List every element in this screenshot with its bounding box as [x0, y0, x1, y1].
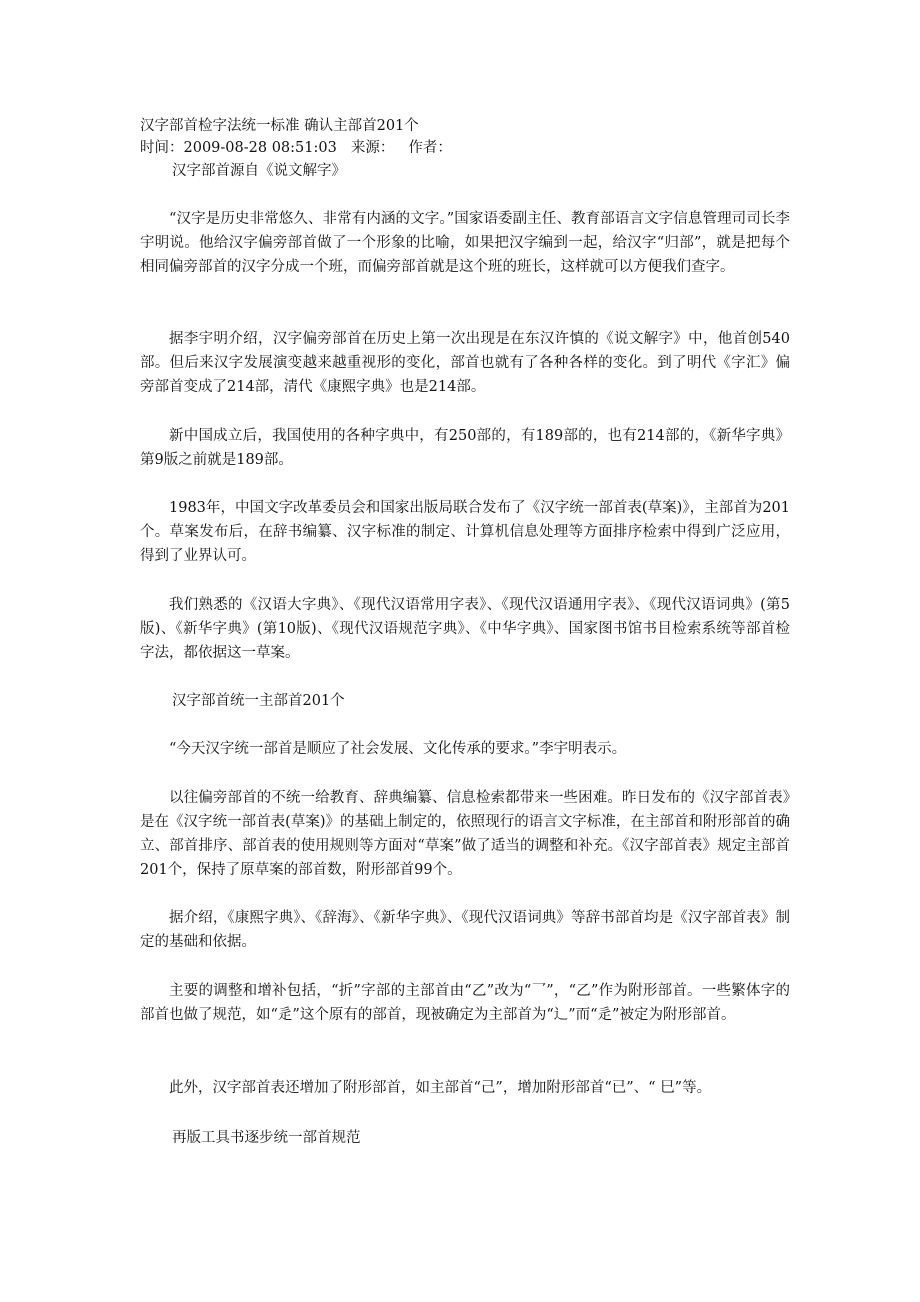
paragraph: “汉字是历史非常悠久、非常有内涵的文字。”国家语委副主任、教育部语言文字信息管理司司长李宇明说。他给汉字偏旁部首做了一个形象的比喻，如果把汉字编到一起，给汉字“归部”，就是把每个相同偏旁部首的汉字分成一个班，而偏旁部首就是这个班的班长，这样就可以方便我们查字。: [140, 211, 790, 275]
paragraph: 新中国成立后，我国使用的各种字典中，有250部的，有189部的，也有214部的，《新华字典》第9版之前就是189部。: [140, 428, 790, 468]
article-meta: [140, 139, 452, 157]
paragraph: 我们熟悉的《汉语大字典》、《现代汉语常用字表》、《现代汉语通用字表》、《现代汉语词典》(第5版)、《新华字典》(第10版)、《现代汉语规范字典》、《中华字典》、国家图书馆书目检索系统等部首检字法，都依据这一草案。: [140, 597, 790, 661]
paragraph: 1983年，中国文字改革委员会和国家出版局联合发布了《汉字统一部首表(草案)》，主部首为201个。草案发布后，在辞书编纂、汉字标准的制定、计算机信息处理等方面排序检索中得到广泛应用，得到了业界认可。: [140, 500, 790, 564]
section-heading-origin: 汉字部首源自《说文解字》: [172, 163, 346, 179]
paragraph: 据李宇明介绍，汉字偏旁部首在历史上第一次出现是在东汉许慎的《说文解字》中，他首创540部。但后来汉字发展演变越来越重视形的变化，部首也就有了各种各样的变化。到了明代《字汇》偏旁部首变成了214部，清代《康熙字典》也是214部。: [140, 331, 790, 395]
source-label: 来源：: [350, 140, 395, 156]
paragraph: 据介绍，《康熙字典》、《辞海》、《新华字典》、《现代汉语词典》等辞书部首均是《汉字部首表》制定的基础和依据。: [140, 910, 790, 950]
article-title: 汉字部首检字法统一标准 确认主部首201个: [140, 118, 419, 134]
paragraph: 主要的调整和增补包括，“折”字部的主部首由“乙”改为“乛”，“乙”作为附形部首。一些繁体字的部首也做了规范，如“辵”这个原有的部首，现被确定为主部首为“辶”而“辵”被定为附形部首。: [140, 983, 790, 1023]
time-label: 时间：: [140, 140, 184, 156]
paragraph: “今天汉字统一部首是顺应了社会发展、文化传承的要求。”李宇明表示。: [169, 741, 627, 757]
paragraph: 此外，汉字部首表还增加了附形部首，如主部首“己”，增加附形部首“已”、“ 巳”等。: [169, 1080, 712, 1096]
paragraph: 以往偏旁部首的不统一给教育、辞典编纂、信息检索都带来一些困难。昨日发布的《汉字部首表》是在《汉字统一部首表(草案)》的基础上制定的，依照现行的语言文字标准，在主部首和附形部首的确立、部首排序、部首表的使用规则等方面对“草案”做了适当的调整和补充。《汉字部首表》规定主部首201个，保持了原草案的部首数，附形部首99个。: [140, 790, 790, 878]
section-heading-reprint: 再版工具书逐步统一部首规范: [172, 1130, 361, 1146]
author-label: 作者：: [408, 140, 452, 156]
time-value: 2009-08-28 08:51:03: [183, 140, 337, 156]
section-heading-unified: 汉字部首统一主部首201个: [172, 693, 345, 709]
